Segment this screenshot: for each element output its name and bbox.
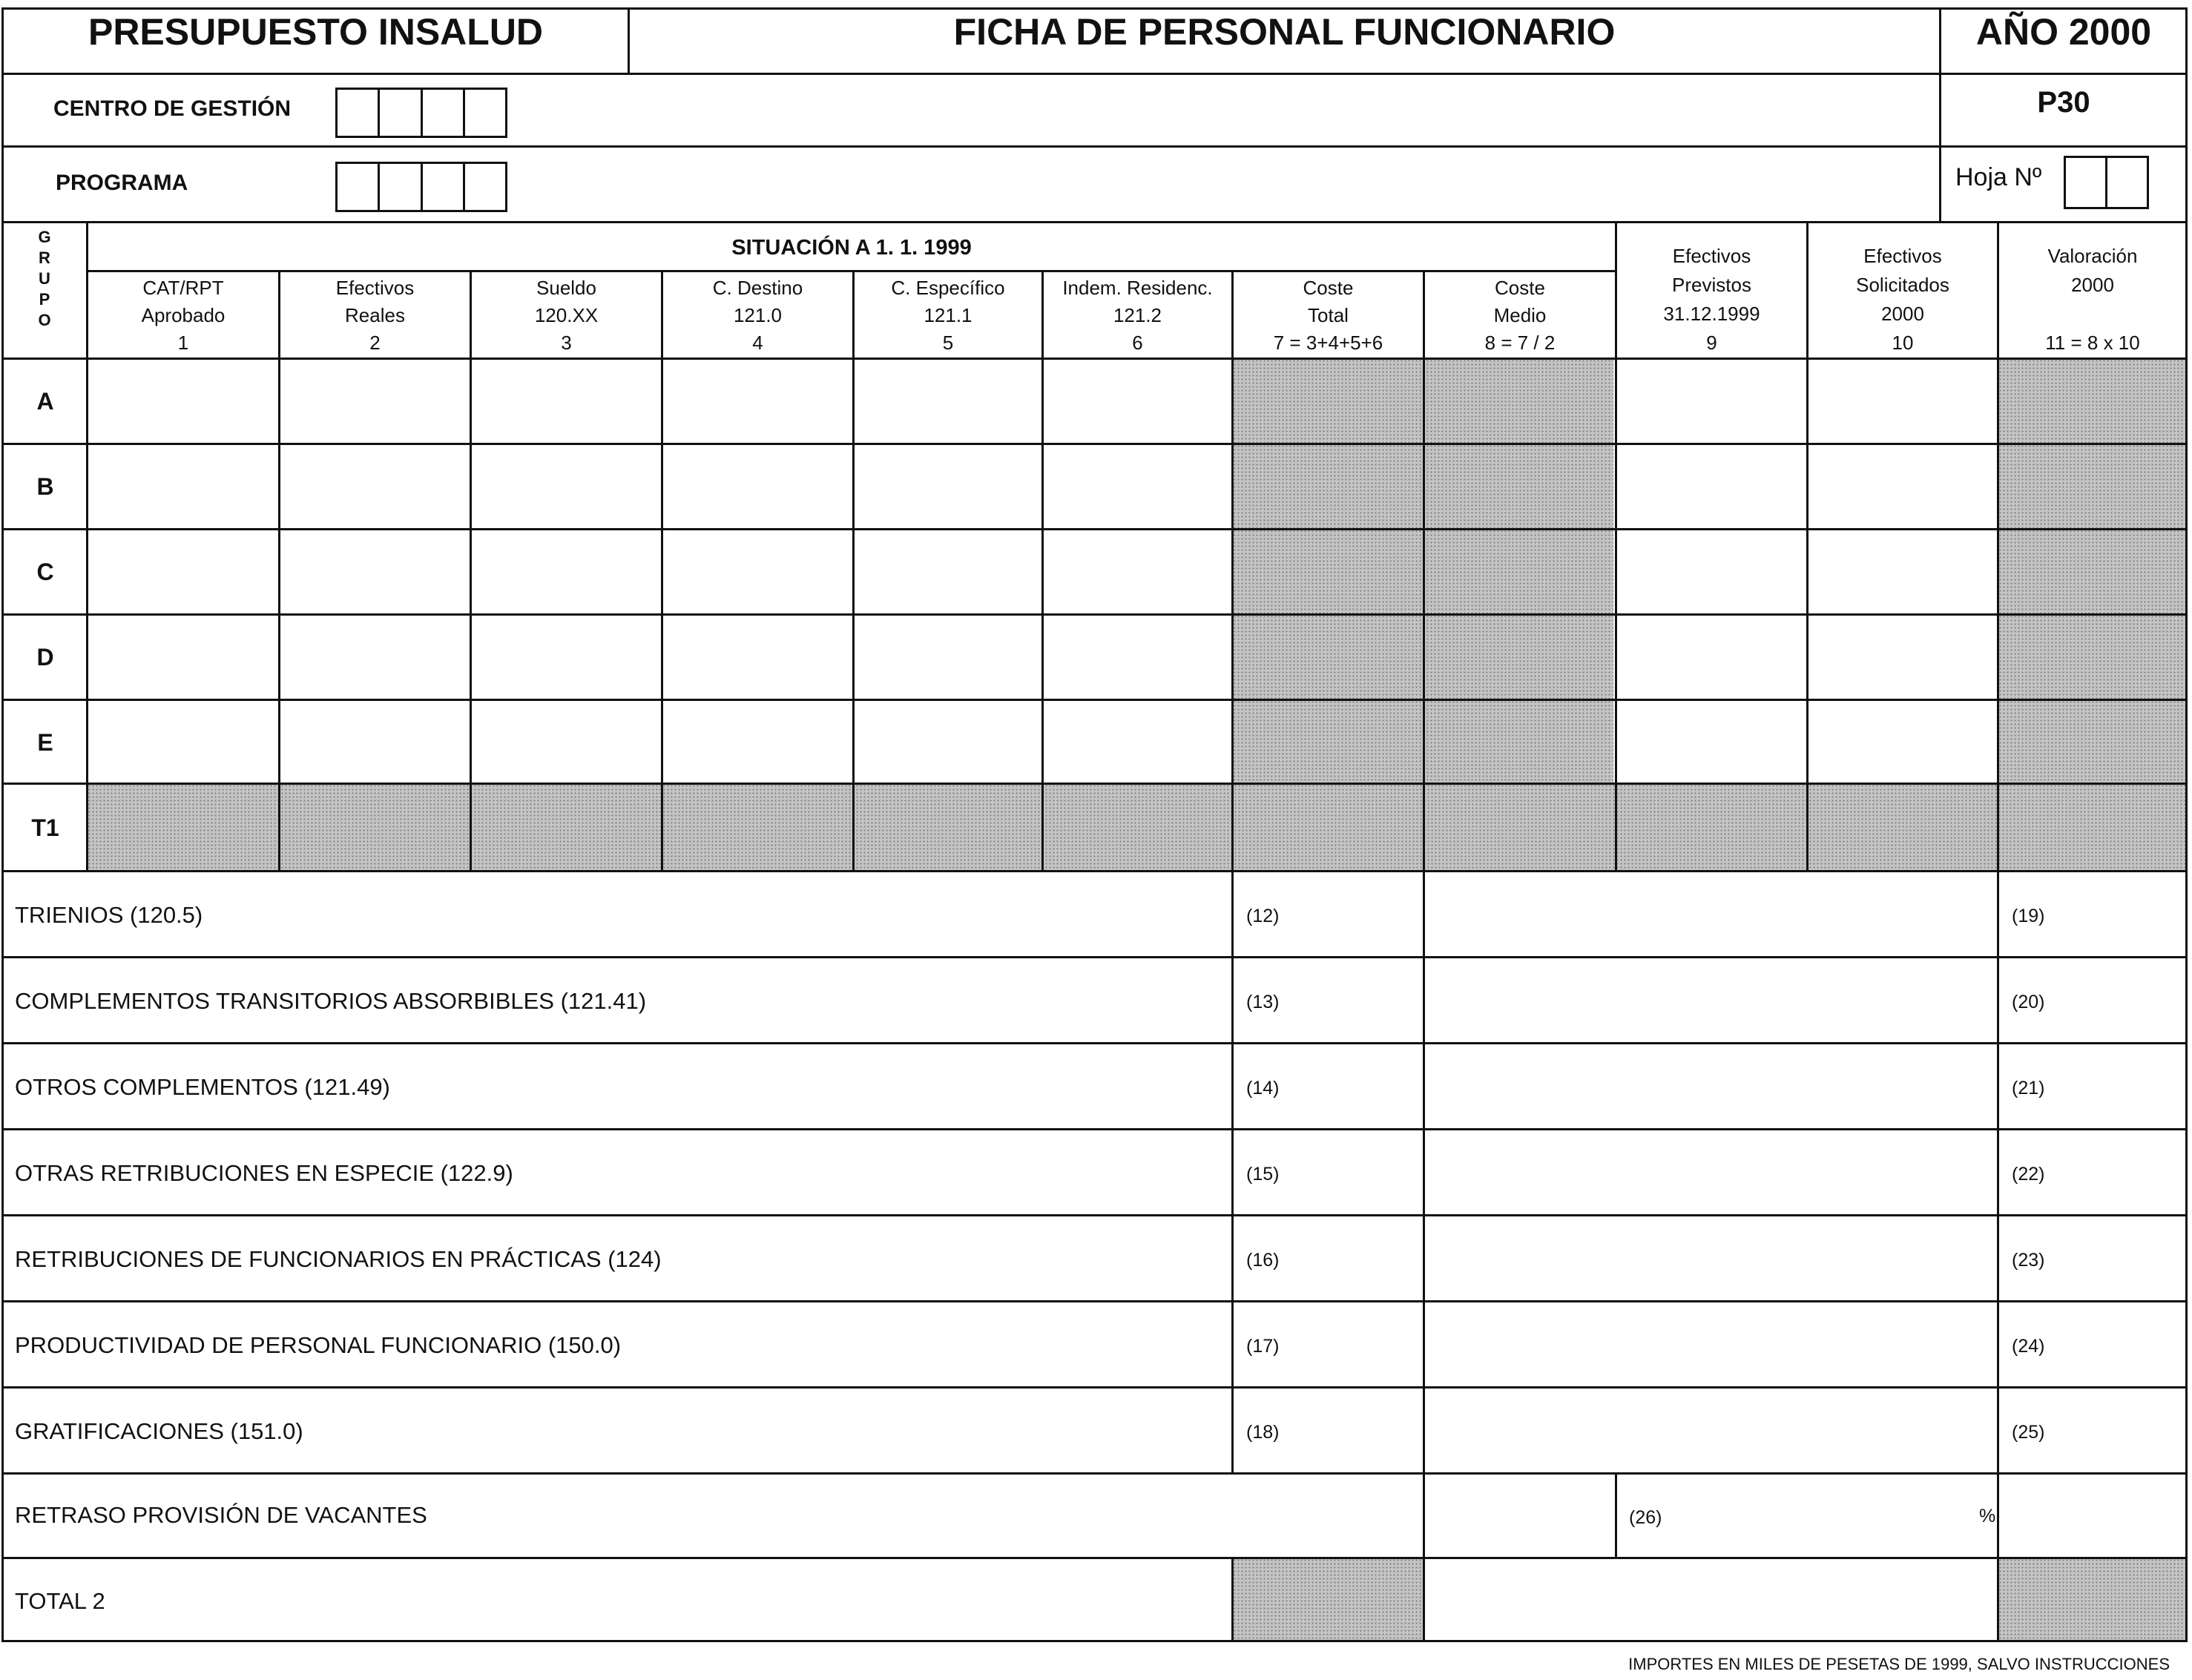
concept-ref: (16) — [1246, 1250, 1280, 1271]
concept-ref: (24) — [2012, 1336, 2045, 1357]
divider — [88, 270, 1615, 272]
col-header-efectivos-reales: Efectivos Reales 2 — [335, 277, 415, 354]
concept-label: GRATIFICACIONES (151.0) — [15, 1418, 303, 1444]
divider — [1, 699, 2188, 701]
col-header-c-especifico: C. Específico 121.1 5 — [891, 277, 1005, 354]
concept-label: OTROS COMPLEMENTOS (121.49) — [15, 1074, 390, 1100]
percent-sign: % — [1979, 1506, 1996, 1526]
divider — [1, 956, 2188, 958]
grupo-label: G R U P O — [38, 228, 51, 329]
concept-ref: (22) — [2012, 1164, 2045, 1185]
divider — [1, 73, 2188, 75]
divider — [1, 1128, 2188, 1130]
programa-label: PROGRAMA — [56, 171, 188, 195]
divider — [278, 270, 280, 872]
divider — [1, 145, 2188, 148]
concept-label: COMPLEMENTOS TRANSITORIOS ABSORBIBLES (121.41) — [15, 988, 647, 1014]
row-label-c: C — [36, 559, 54, 585]
col-header-efectivos-previstos: Efectivos Previstos 31.12.1999 9 — [1663, 245, 1760, 354]
row-label-e: E — [37, 729, 53, 756]
budget-title: PRESUPUESTO INSALUD — [88, 11, 544, 53]
concept-ref: (17) — [1246, 1336, 1280, 1357]
form-title: FICHA DE PERSONAL FUNCIONARIO — [953, 11, 1616, 53]
divider — [1041, 270, 1044, 872]
divider — [1, 1214, 2188, 1216]
footer-note: IMPORTES EN MILES DE PESETAS DE 1999, SALVO INSTRUCCIONES — [1628, 1655, 2170, 1673]
row-label-d: D — [36, 644, 54, 671]
concept-label: PRODUCTIVIDAD DE PERSONAL FUNCIONARIO (150.0) — [15, 1332, 622, 1358]
situacion-header: SITUACIÓN A 1. 1. 1999 — [731, 236, 972, 260]
divider — [1, 783, 2188, 785]
concept-ref: (14) — [1246, 1078, 1280, 1098]
col-header-c-destino: C. Destino 121.0 4 — [712, 277, 803, 354]
divider — [1, 1557, 2188, 1559]
centro-label: CENTRO DE GESTIÓN — [53, 96, 292, 121]
col-header-indem-residenc: Indem. Residenc. 121.2 6 — [1062, 277, 1213, 354]
col-header-coste-total: Coste Total 7 = 3+4+5+6 — [1273, 277, 1383, 354]
concept-ref: (12) — [1246, 906, 1280, 926]
divider — [1, 1472, 2188, 1475]
concept-ref: (23) — [2012, 1250, 2045, 1271]
shaded-row-t1 — [88, 784, 2185, 871]
row-label-t1: T1 — [31, 814, 59, 841]
col-header-efectivos-solicitados: Efectivos Solicitados 2000 10 — [1856, 245, 1949, 354]
concept-label: TRIENIOS (120.5) — [15, 902, 203, 928]
shaded-area — [1998, 359, 2185, 784]
total2-label: TOTAL 2 — [15, 1588, 105, 1614]
concept-label: OTRAS RETRIBUCIONES EN ESPECIE (122.9) — [15, 1160, 513, 1186]
divider — [1615, 1472, 1617, 1558]
col-header-cat-rpt: CAT/RPT Aprobado 1 — [141, 277, 226, 354]
col-header-sueldo: Sueldo 120.XX 3 — [534, 277, 599, 354]
divider — [1997, 221, 1999, 1641]
divider — [852, 270, 855, 872]
col-header-valoracion: Valoración 2000 11 = 8 x 10 — [2045, 245, 2140, 354]
divider — [1, 358, 2188, 360]
col-header-coste-medio: Coste Medio 8 = 7 / 2 — [1484, 277, 1556, 354]
hoja-label: Hoja Nº — [1955, 163, 2042, 191]
divider — [1423, 1557, 1425, 1641]
row-label-b: B — [36, 473, 54, 500]
concept-ref: (21) — [2012, 1078, 2045, 1098]
centro-code-field[interactable] — [335, 88, 507, 138]
programa-code-field[interactable] — [335, 162, 507, 212]
year-title: AÑO 2000 — [1975, 11, 2152, 53]
retraso-ref: (26) — [1629, 1507, 1662, 1528]
divider — [1, 1042, 2188, 1044]
divider — [1, 613, 2188, 616]
gap — [1228, 1475, 1238, 1557]
divider — [1, 1386, 2188, 1389]
shaded-area — [1233, 1558, 1423, 1640]
concept-ref: (18) — [1246, 1422, 1280, 1443]
divider — [470, 270, 472, 872]
concept-ref: (13) — [1246, 992, 1280, 1012]
divider — [1, 1300, 2188, 1302]
retraso-label: RETRASO PROVISIÓN DE VACANTES — [15, 1502, 427, 1528]
concept-ref: (19) — [2012, 906, 2045, 926]
concept-ref: (15) — [1246, 1164, 1280, 1185]
divider — [1423, 270, 1425, 1558]
concept-ref: (25) — [2012, 1422, 2045, 1443]
row-label-a: A — [36, 388, 54, 415]
divider — [1, 443, 2188, 445]
divider — [1231, 270, 1234, 1641]
divider — [1, 528, 2188, 530]
form-code: P30 — [2037, 86, 2090, 119]
hoja-number-field[interactable] — [2064, 156, 2149, 209]
concept-ref: (20) — [2012, 992, 2045, 1012]
divider — [1, 221, 2188, 223]
shaded-area — [1998, 1558, 2185, 1640]
divider — [661, 270, 663, 872]
divider — [1, 870, 2188, 872]
concept-label: RETRIBUCIONES DE FUNCIONARIOS EN PRÁCTICAS (124) — [15, 1246, 662, 1272]
